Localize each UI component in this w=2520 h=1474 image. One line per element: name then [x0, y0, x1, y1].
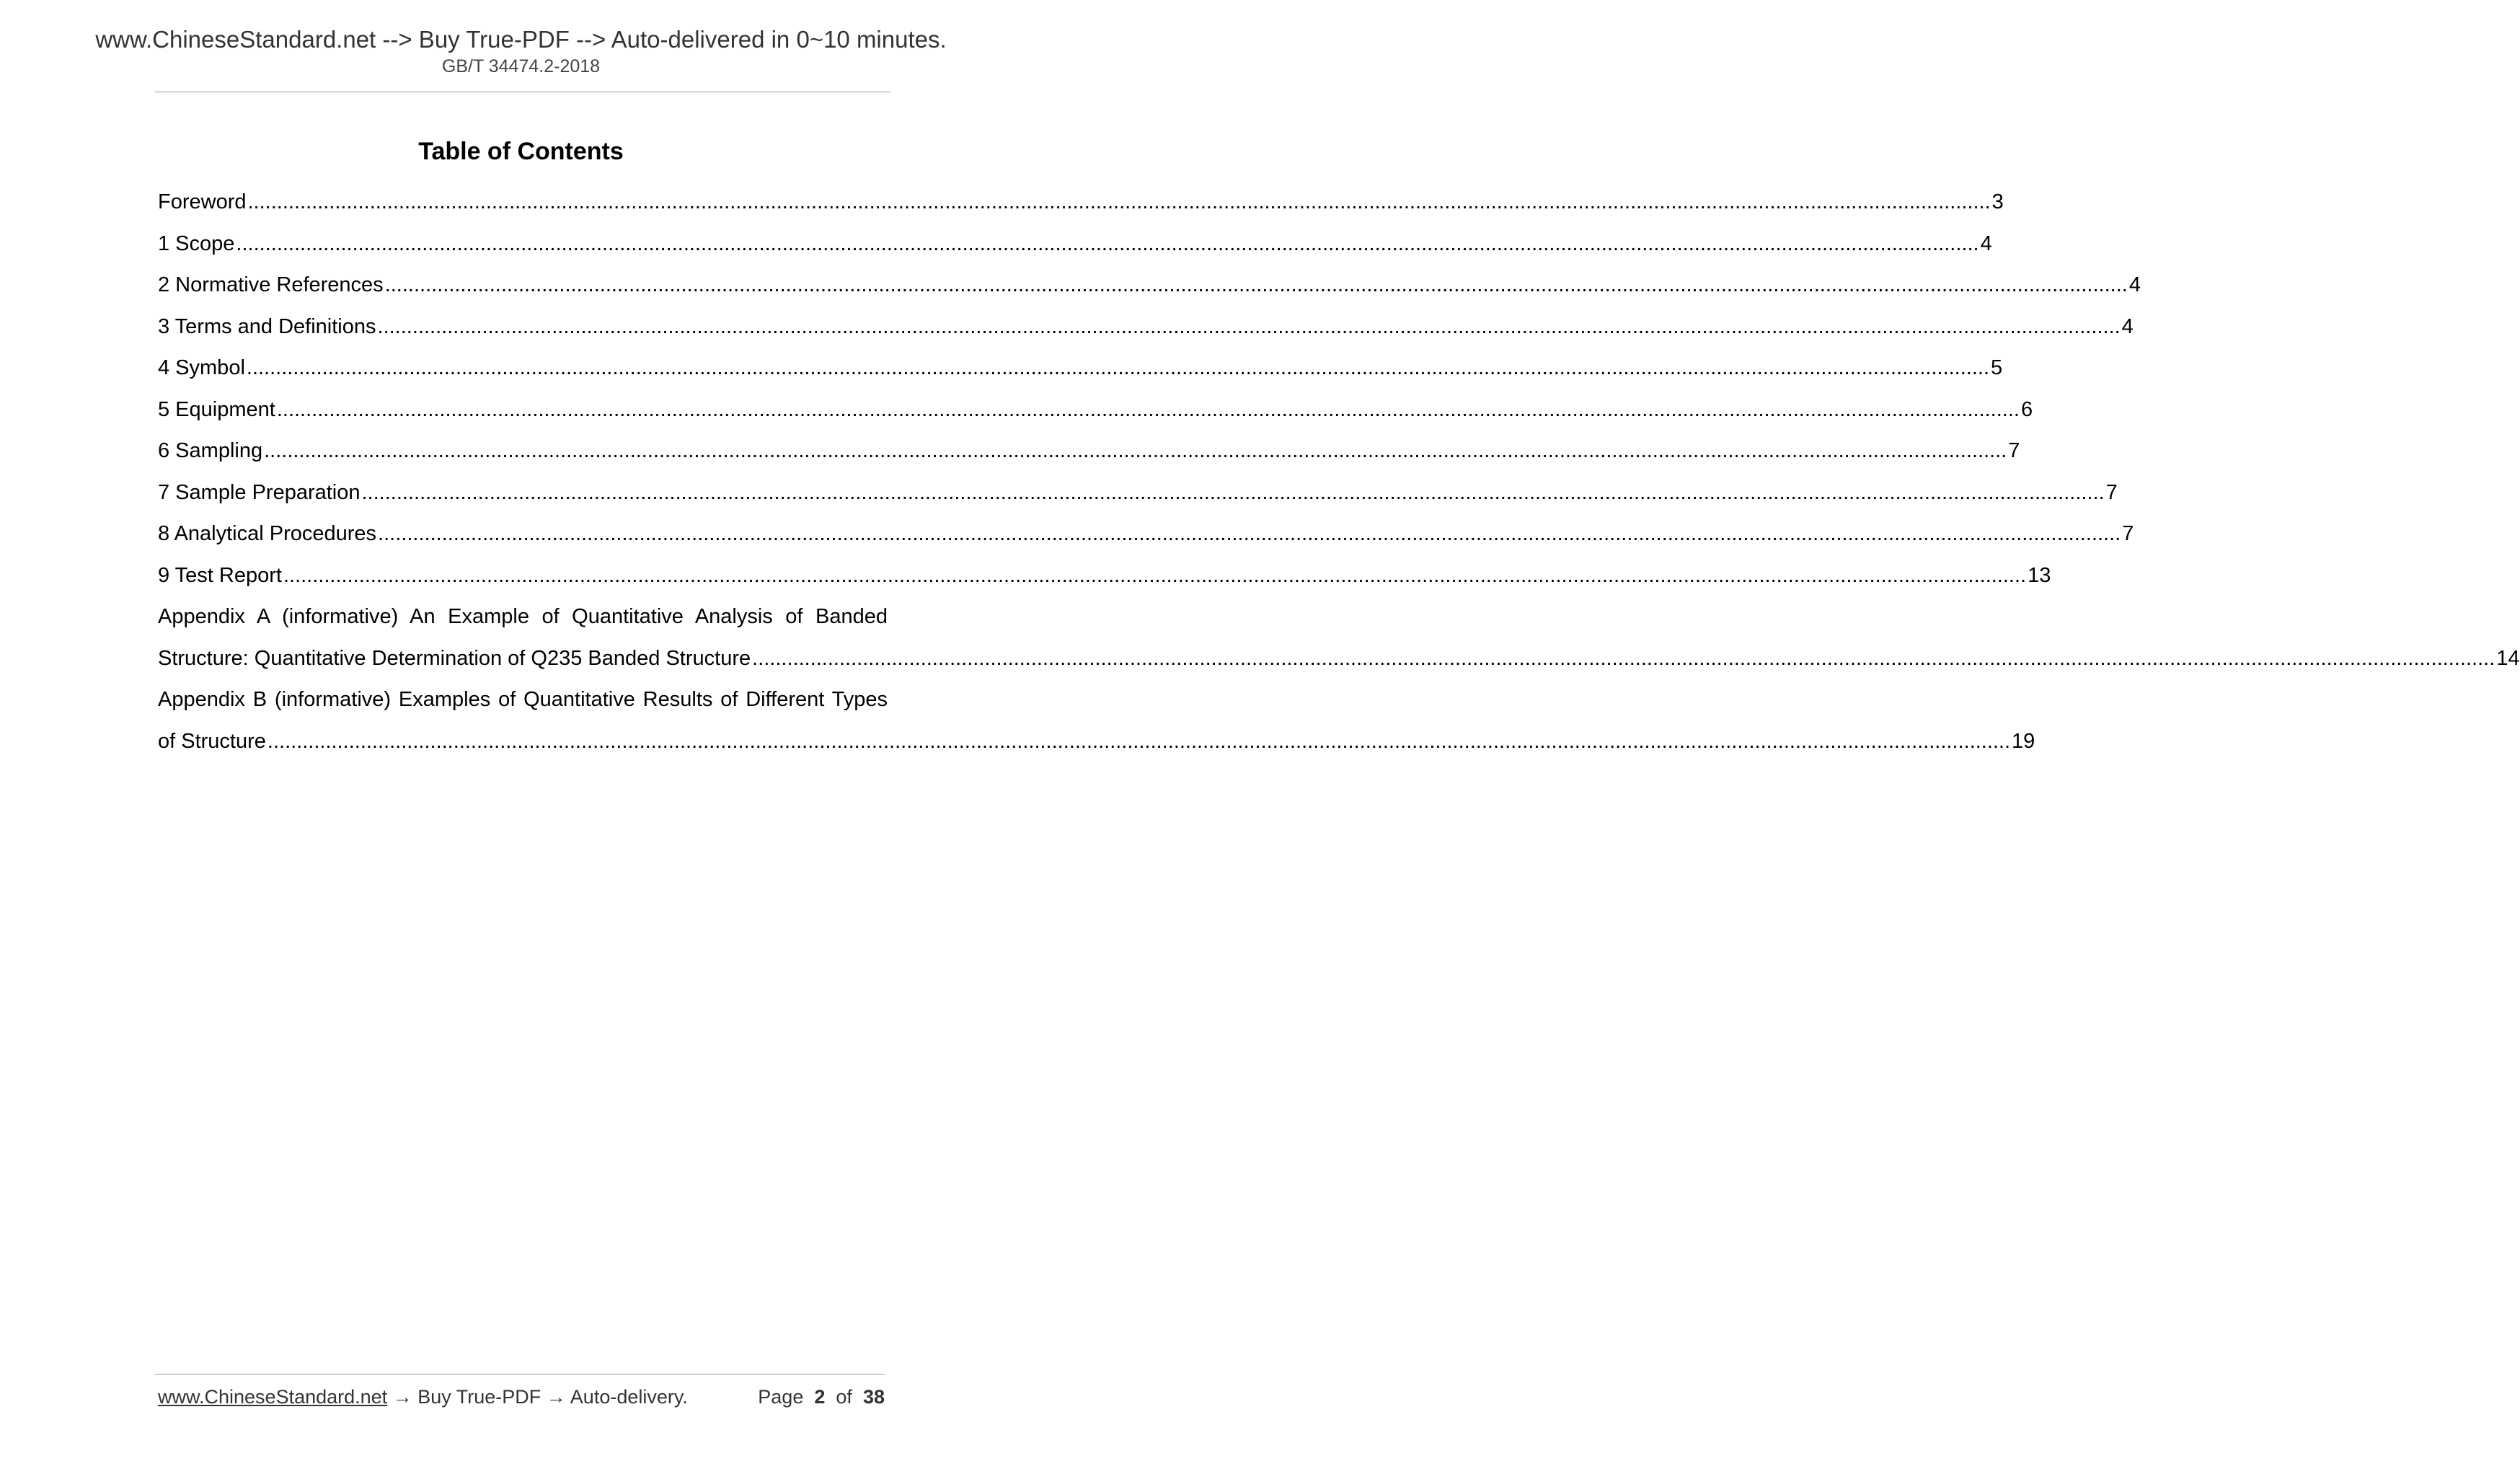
- toc-list: [158, 182, 2520, 762]
- toc-entry-label: 9 Test Report: [158, 563, 282, 587]
- page-label: Page: [758, 1386, 804, 1408]
- toc-entry-foreword[interactable]: [158, 182, 2004, 224]
- header-standard-number: GB/T 34474.2-2018: [441, 56, 601, 76]
- toc-entry-analytical-procedures[interactable]: [158, 513, 2134, 555]
- toc-entry-appendix-b[interactable]: [158, 679, 2035, 762]
- toc-entry-page: 7: [2105, 480, 2118, 504]
- toc-entry-page: 4: [2128, 273, 2141, 296]
- of-label: of: [836, 1386, 852, 1408]
- toc-leader-dots: ............................................................................................................................................................................................................................................................................................................: [247, 190, 1991, 213]
- toc-entry-terms-definitions[interactable]: [158, 306, 2134, 348]
- toc-leader-dots: ............................................................................................................................................................................................................................................................................................................: [264, 439, 2007, 462]
- toc-entry-label: 1 Scope: [158, 231, 235, 255]
- toc-leader-dots: ............................................................................................................................................................................................................................................................................................................: [752, 646, 2495, 670]
- footer-promo: [158, 1387, 688, 1407]
- toc-entry-page: 7: [2008, 439, 2020, 462]
- toc-entry-page: 5: [1991, 356, 2003, 379]
- toc-entry-label: 3 Terms and Definitions: [158, 314, 376, 338]
- toc-leader-dots: ............................................................................................................................................................................................................................................................................................................: [384, 273, 2128, 296]
- toc-entry-equipment[interactable]: [158, 389, 2033, 431]
- toc-entry-page: 6: [2020, 397, 2033, 421]
- toc-entry-label: 7 Sample Preparation: [158, 480, 361, 504]
- toc-entry-label: Foreword: [158, 190, 247, 213]
- toc-leader-dots: ............................................................................................................................................................................................................................................................................................................: [276, 397, 2020, 421]
- toc-entry-page: 7: [2122, 522, 2134, 545]
- toc-leader-dots: ............................................................................................................................................................................................................................................................................................................: [378, 522, 2121, 545]
- page-current: 2: [814, 1386, 826, 1408]
- toc-entry-normative-references[interactable]: [158, 265, 2141, 306]
- toc-entry-symbol[interactable]: [158, 348, 2003, 389]
- page-total: 38: [862, 1386, 885, 1408]
- toc-entry-label: 2 Normative References: [158, 273, 384, 296]
- toc-entry-sampling[interactable]: [158, 431, 2020, 472]
- toc-entry-sample-preparation[interactable]: [158, 472, 2118, 514]
- toc-entry-label: 8 Analytical Procedures: [158, 522, 377, 545]
- toc-entry-page: 4: [1980, 231, 1992, 255]
- toc-title: Table of Contents: [418, 138, 624, 165]
- toc-entry-page: 13: [2028, 563, 2051, 587]
- toc-entry-test-report[interactable]: [158, 555, 2051, 597]
- footer-delivery-text: Auto-delivery.: [570, 1386, 688, 1408]
- toc-entry-scope[interactable]: [158, 224, 1992, 265]
- toc-entry-page: 14: [2496, 646, 2520, 670]
- toc-entry-appendix-a[interactable]: [158, 596, 2520, 679]
- arrow-right-icon: →: [392, 1386, 412, 1408]
- toc-entry-page: 19: [2012, 729, 2035, 753]
- header-site-line: www.ChineseStandard.net --> Buy True-PDF --> Auto-delivered in 0~10 minutes.: [95, 26, 947, 53]
- toc-leader-dots: ............................................................................................................................................................................................................................................................................................................: [377, 314, 2121, 338]
- footer-site-link[interactable]: www.ChineseStandard.net: [158, 1386, 388, 1408]
- toc-entry-page: 4: [2121, 314, 2134, 338]
- toc-entry-label: 4 Symbol: [158, 356, 245, 379]
- toc-entry-label: 5 Equipment: [158, 397, 275, 421]
- toc-entry-label-line1: Appendix B (informative) Examples of Quantitative Results of Different Types: [158, 688, 888, 711]
- toc-entry-label-line2: Structure: Quantitative Determination of Q235 Banded Structure: [158, 646, 751, 670]
- toc-leader-dots: ............................................................................................................................................................................................................................................................................................................: [267, 729, 2011, 753]
- toc-leader-dots: ............................................................................................................................................................................................................................................................................................................: [361, 480, 2105, 504]
- toc-leader-dots: ............................................................................................................................................................................................................................................................................................................: [283, 563, 2027, 587]
- toc-leader-dots: ............................................................................................................................................................................................................................................................................................................: [246, 356, 1990, 379]
- toc-entry-page: 3: [1991, 190, 2004, 213]
- arrow-right-icon: →: [546, 1386, 566, 1408]
- toc-entry-label-line2: of Structure: [158, 729, 266, 753]
- toc-entry-label: 6 Sampling: [158, 439, 263, 462]
- footer-buy-text: Buy True-PDF: [417, 1386, 541, 1408]
- toc-entry-label-line1: Appendix A (informative) An Example of Quantitative Analysis of Banded: [158, 605, 888, 628]
- page-number: [758, 1387, 885, 1407]
- toc-leader-dots: ............................................................................................................................................................................................................................................................................................................: [236, 231, 1979, 255]
